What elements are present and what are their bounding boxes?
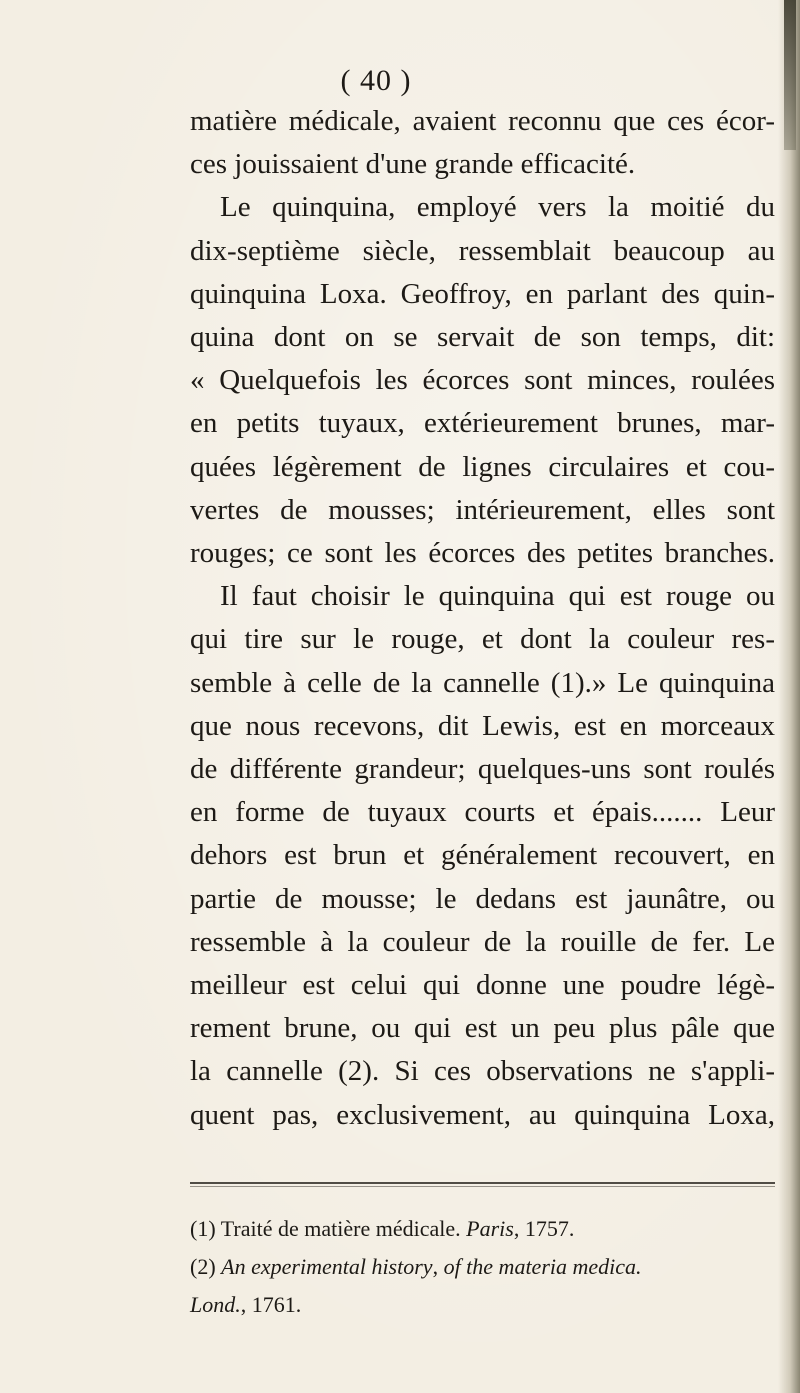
text-line: ces jouissaient d'une grande efficacité. bbox=[190, 148, 636, 181]
text-line: rement brune, ou qui est un peu plus pâle que bbox=[190, 1012, 775, 1045]
body-text bbox=[190, 100, 775, 1137]
text-line: en forme de tuyaux courts et épais....... Leur bbox=[190, 796, 775, 829]
text-line: ressemble à la couleur de la rouille de fer. Le bbox=[190, 925, 775, 958]
footnote-2-cont bbox=[190, 1286, 775, 1324]
footnote-2-sep: , bbox=[432, 1254, 444, 1279]
page-number: ( 40 ) bbox=[340, 64, 412, 97]
text-line: quina dont on se servait de son temps, dit: bbox=[190, 321, 775, 354]
footnote-2 bbox=[190, 1248, 775, 1286]
text-line: qui tire sur le rouge, et dont la couleur res- bbox=[190, 623, 775, 656]
text-line: vertes de mousses; intérieurement, elles sont bbox=[190, 493, 775, 526]
text-line: meilleur est celui qui donne une poudre légè- bbox=[190, 969, 775, 1002]
text-line: « Quelquefois les écorces sont minces, roulées bbox=[190, 364, 775, 397]
footnote-1-year: , 1757. bbox=[513, 1216, 575, 1241]
text-line: rouges; ce sont les écorces des petites branches. bbox=[190, 537, 775, 570]
footnote-2-marker: (2) bbox=[190, 1254, 222, 1279]
footnote-2-year: , 1761. bbox=[240, 1292, 302, 1317]
footnote-2-place: Lond. bbox=[190, 1292, 241, 1317]
footnotes bbox=[190, 1210, 775, 1324]
footnote-2-title: An experimental history bbox=[221, 1254, 433, 1279]
text-line: quées légèrement de lignes circulaires et cou- bbox=[190, 450, 775, 483]
text-line: que nous recevons, dit Lewis, est en morceaux bbox=[190, 709, 775, 742]
text-line: Le quinquina, employé vers la moitié du bbox=[220, 191, 775, 224]
text-line: quinquina Loxa. Geoffroy, en parlant des quin- bbox=[190, 277, 775, 310]
text-line: la cannelle (2). Si ces observations ne s'appli- bbox=[190, 1055, 775, 1088]
binding-mark bbox=[784, 0, 796, 150]
text-line: semble à celle de la cannelle (1).» Le quinquina bbox=[190, 666, 775, 699]
footnote-1-text: (1) Traité de matière médicale. bbox=[190, 1216, 467, 1241]
footnote-2-title2: of the materia medica. bbox=[443, 1254, 642, 1279]
footnote-1-place: Paris bbox=[466, 1216, 514, 1241]
footnote-1 bbox=[190, 1210, 775, 1248]
text-line: en petits tuyaux, extérieurement brunes, mar- bbox=[190, 407, 775, 440]
text-line: quent pas, exclusivement, au quinquina Loxa, bbox=[190, 1098, 775, 1131]
footnote-separator bbox=[190, 1182, 775, 1187]
text-line: dehors est brun et généralement recouvert, en bbox=[190, 839, 775, 872]
text-line: matière médicale, avaient reconnu que ces écor- bbox=[190, 105, 775, 137]
text-line: Il faut choisir le quinquina qui est rouge ou bbox=[220, 580, 775, 613]
text-line: partie de mousse; le dedans est jaunâtre, ou bbox=[190, 882, 775, 915]
text-line: dix-septième siècle, ressemblait beaucoup au bbox=[190, 234, 775, 267]
page-edge-shadow bbox=[778, 0, 800, 1393]
text-line: de différente grandeur; quelques-uns sont roulés bbox=[190, 753, 775, 786]
